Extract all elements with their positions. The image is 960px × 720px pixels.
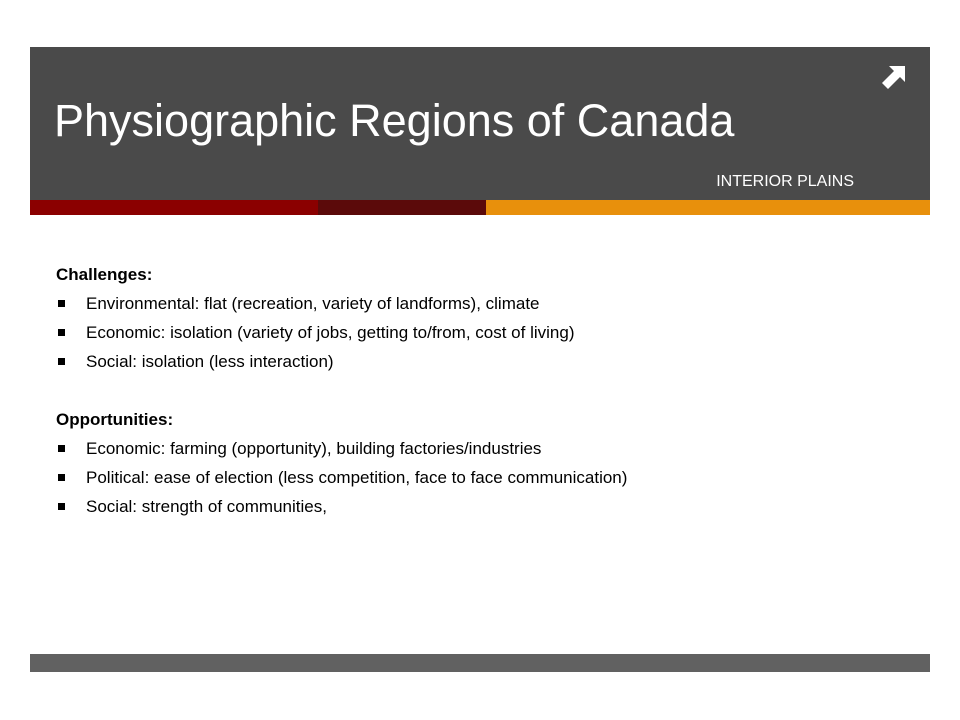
arrow-up-right-icon	[880, 63, 908, 91]
challenges-heading: Challenges:	[56, 265, 153, 284]
square-bullet-icon	[58, 474, 65, 481]
list-item	[56, 318, 916, 347]
footer-bar	[30, 654, 930, 672]
list-item	[56, 434, 916, 463]
challenges-list	[56, 289, 916, 376]
list-item	[56, 289, 916, 318]
list-item-text: Economic: isolation (variety of jobs, getting to/from, cost of living)	[86, 323, 575, 342]
accent-segment-orange	[486, 200, 930, 215]
slide-body	[56, 260, 916, 521]
accent-strip	[30, 200, 930, 215]
square-bullet-icon	[58, 445, 65, 452]
slide-title: Physiographic Regions of Canada	[54, 95, 735, 146]
section-spacer	[56, 376, 916, 405]
square-bullet-icon	[58, 358, 65, 365]
square-bullet-icon	[58, 300, 65, 307]
title-band	[30, 47, 930, 200]
square-bullet-icon	[58, 503, 65, 510]
list-item-text: Social: isolation (less interaction)	[86, 352, 334, 371]
opportunities-list	[56, 434, 916, 521]
list-item-text: Social: strength of communities,	[86, 497, 327, 516]
accent-segment-red	[30, 200, 318, 215]
opportunities-heading: Opportunities:	[56, 410, 174, 429]
accent-segment-dark-red	[318, 200, 486, 215]
list-item-text: Environmental: flat (recreation, variety of landforms), climate	[86, 294, 540, 313]
list-item-text: Political: ease of election (less competition, face to face communication)	[86, 468, 628, 487]
slide-subtitle: INTERIOR PLAINS	[716, 173, 854, 190]
list-item-text: Economic: farming (opportunity), building factories/industries	[86, 439, 542, 458]
list-item	[56, 463, 916, 492]
list-item	[56, 347, 916, 376]
square-bullet-icon	[58, 329, 65, 336]
list-item	[56, 492, 916, 521]
